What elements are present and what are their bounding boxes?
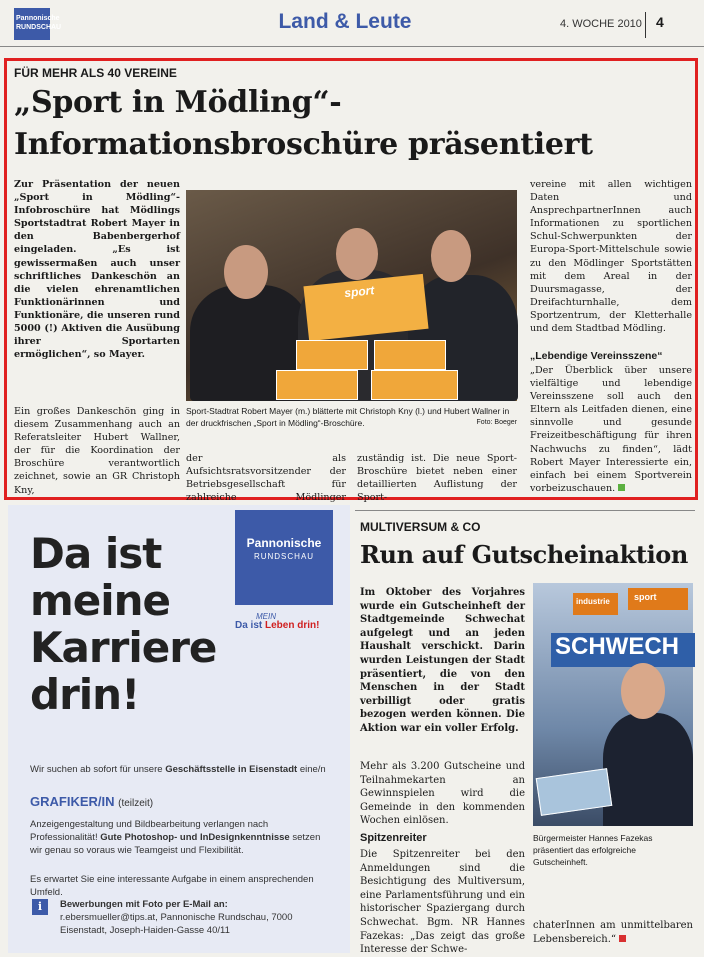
ad-headline — [30, 530, 216, 718]
article-photo — [186, 190, 517, 401]
section-title: Land & Leute — [278, 10, 412, 33]
intro-text: Wir suchen ab sofort für unsere — [30, 764, 163, 775]
brochure-on-table — [276, 370, 358, 400]
page-divider — [645, 12, 646, 38]
ad-logo-subtext: RUNDSCHAU — [253, 552, 315, 561]
article2-rule — [355, 510, 695, 511]
ad-apply — [60, 898, 340, 937]
person-right-head — [431, 230, 471, 282]
article2-photo — [533, 583, 693, 826]
ad-headline-line: Karriere — [30, 623, 217, 672]
article2-body-3 — [533, 919, 693, 946]
end-mark-icon — [618, 484, 625, 491]
article-headline-line2: Informationsbroschüre präsentiert — [14, 127, 593, 162]
intro-location: Geschäftsstelle in Eisenstadt — [165, 764, 298, 775]
slogan-part: Da ist — [235, 620, 263, 631]
closing-text: chaterInnen am unmittelbaren Lebensbereich.“ — [533, 920, 693, 945]
logo-subtext: RUNDSCHAU — [16, 24, 62, 31]
mayor-body — [603, 713, 693, 826]
photo-sign-sport: sport — [628, 588, 688, 610]
ad-headline-line: meine — [30, 576, 171, 625]
article2-subheading: Spitzenreiter — [360, 832, 427, 844]
ad-intro — [30, 763, 340, 776]
logo-text: Pannonische — [16, 15, 60, 22]
ad-headline-line: drin! — [30, 670, 140, 719]
brochure-on-table — [374, 340, 446, 370]
photo-credit: Foto: Boeger — [476, 419, 517, 426]
intro-text-end: eine/n — [299, 764, 326, 775]
article2-kicker: MULTIVERSUM & CO — [360, 520, 481, 534]
caption-text: Sport-Stadtrat Robert Mayer (m.) blätterte mit Christoph Kny (l.) und Hubert Wallner in der druckfrischen „Sport in Mödling“-Broschüre. — [186, 406, 510, 428]
article-headline-line1: „Sport in Mödling“- — [14, 85, 342, 120]
brochure-title: sport — [343, 283, 375, 301]
ad-job-title — [30, 794, 153, 809]
article-body-column-4: vereine mit allen wichtigen Daten und AnsprechpartnerInnen auch Informationen zu sportlichen Schul-Schwerpunkten der Europa-Sport-Mittelschule sowie zu den Mödlinger Sportstätten mit dem Areal in der Duursmagasse, der Dreifachturnhalle, dem Sportzentrum, der Kletterhalle und dem Stadtbad Mödling. — [530, 179, 692, 335]
end-mark-icon — [619, 935, 626, 942]
ad-offer: Es erwartet Sie eine interessante Aufgabe in einem ansprechenden Umfeld. — [30, 874, 314, 898]
req-text-end: setzen wir genau so voraus wie Teamgeist und Flexibilität. — [30, 832, 321, 856]
article-body-column-3: zuständig ist. Die neue Sport-Broschüre bietet neben einer detaillierten Auflistung der Sport- — [357, 453, 517, 504]
ad-logo-text: Pannonische — [246, 536, 322, 550]
article-subheading: „Lebendige Vereinsszene“ — [530, 350, 663, 362]
job-title: GRAFIKER/IN — [30, 794, 115, 809]
photo-sign-industrie: industrie — [573, 593, 618, 615]
article2-body-2: Die Spitzenreiter bei den Anmeldungen sind die Besichtigung des Multiversum, eine Parlamentsführung und ein historischer Spaziergang durch Schwechat. Bgm. NR Hannes Fazekas: „Das zeigt das große Interesse der Schwe- — [360, 849, 525, 956]
article2-headline: Run auf Gutscheinaktion — [360, 540, 688, 569]
article-body-column-2: der als Aufsichtsratsvorsitzender der Betriebsgesellschaft für zahlreiche Mödlinger — [186, 453, 346, 504]
photo-caption — [186, 405, 517, 429]
brochure-on-table — [371, 370, 458, 400]
closing-text: „Der Überblick über unsere vielfältige und lebendige Vereinsszene soll auch den Eltern als Leitfaden dienen, eine sinnvolle und gesunde Freizeitbeschäftigung für ihren Nachwuchs zu finden“, lädt Robert Mayer Interessierte ein, einfach bei einem Sportverein vorbeizuschauen. — [530, 365, 692, 494]
mayor-head — [621, 663, 665, 719]
article2-caption: Bürgermeister Hannes Fazekas präsentiert das erfolgreiche Gutscheinheft. — [533, 833, 653, 867]
req-text: Anzeigengestaltung und Bildbearbeitung verlangen nach Professionalität! — [30, 819, 269, 843]
ad-mein: MEIN — [256, 612, 276, 621]
issue-label: 4. WOCHE 2010 — [560, 18, 642, 30]
apply-address: r.ebersmueller@tips.at, Pannonische Rundschau, 7000 Eisenstadt, Joseph-Haiden-Gasse 40/11 — [60, 912, 293, 936]
ad-slogan — [235, 620, 319, 631]
person-middle-head — [336, 228, 378, 280]
ad-requirements — [30, 818, 335, 857]
article2-body-1: Mehr als 3.200 Gutscheine und Teilnahmekarten an Gewinnspielen wird die Gemeinde in den kommenden Wochen einlösen. — [360, 761, 525, 827]
article-body-column-1: Ein großes Dankeschön ging in diesem Zusammenhang auch an Referatsleiter Hubert Wallner, der für die Koordination der Broschüre verantwortlich zeichnet, sowie an GR Christoph Kny, — [14, 406, 180, 496]
info-icon: i — [32, 899, 48, 915]
article-kicker: FÜR MEHR ALS 40 VEREINE — [14, 66, 177, 80]
page-number: 4 — [656, 14, 664, 30]
article-lead-column: Zur Präsentation der neuen „Sport in Mödling“-Infobroschüre hat Mödlings Sportstadtrat Robert Mayer in den Babenbergerhof eingeladen. „Es ist gewissermaßen auch unser schriftliches Dankeschön an die vielen ehrenamtlichen Funktionärinnen und Funktionäre, die unseren rund 5000 (!) Aktiven die Ausübung ihrer Sportarten ermöglichen“, so Mayer. — [14, 179, 180, 361]
photo-banner: SCHWECH — [551, 633, 695, 667]
article-body-column-4b — [530, 364, 692, 495]
person-left-head — [224, 245, 268, 299]
brochure-on-table — [296, 340, 368, 370]
article2-lead: Im Oktober des Vorjahres wurde ein Gutscheinheft der Stadtgemeinde Schwechat aufgelegt und an jeden Haushalt verschickt. Darin wurden Leistungen der Stadt präsentiert, die von den Menschen in der Stadt verbilligt oder gratis bezogen werden können. Die Aktion war ein voller Erfolg. — [360, 587, 525, 734]
ad-logo — [235, 510, 333, 605]
ad-headline-line: Da ist — [30, 529, 162, 578]
job-type: (teilzeit) — [118, 798, 154, 809]
voucher-booklet — [536, 768, 613, 816]
req-skills: Gute Photoshop- und InDesignkenntnisse — [100, 832, 290, 843]
slogan-part-red: Leben drin! — [265, 620, 320, 631]
pannonische-logo — [14, 8, 62, 40]
header-rule — [0, 46, 704, 47]
apply-heading: Bewerbungen mit Foto per E-Mail an: — [60, 899, 228, 910]
